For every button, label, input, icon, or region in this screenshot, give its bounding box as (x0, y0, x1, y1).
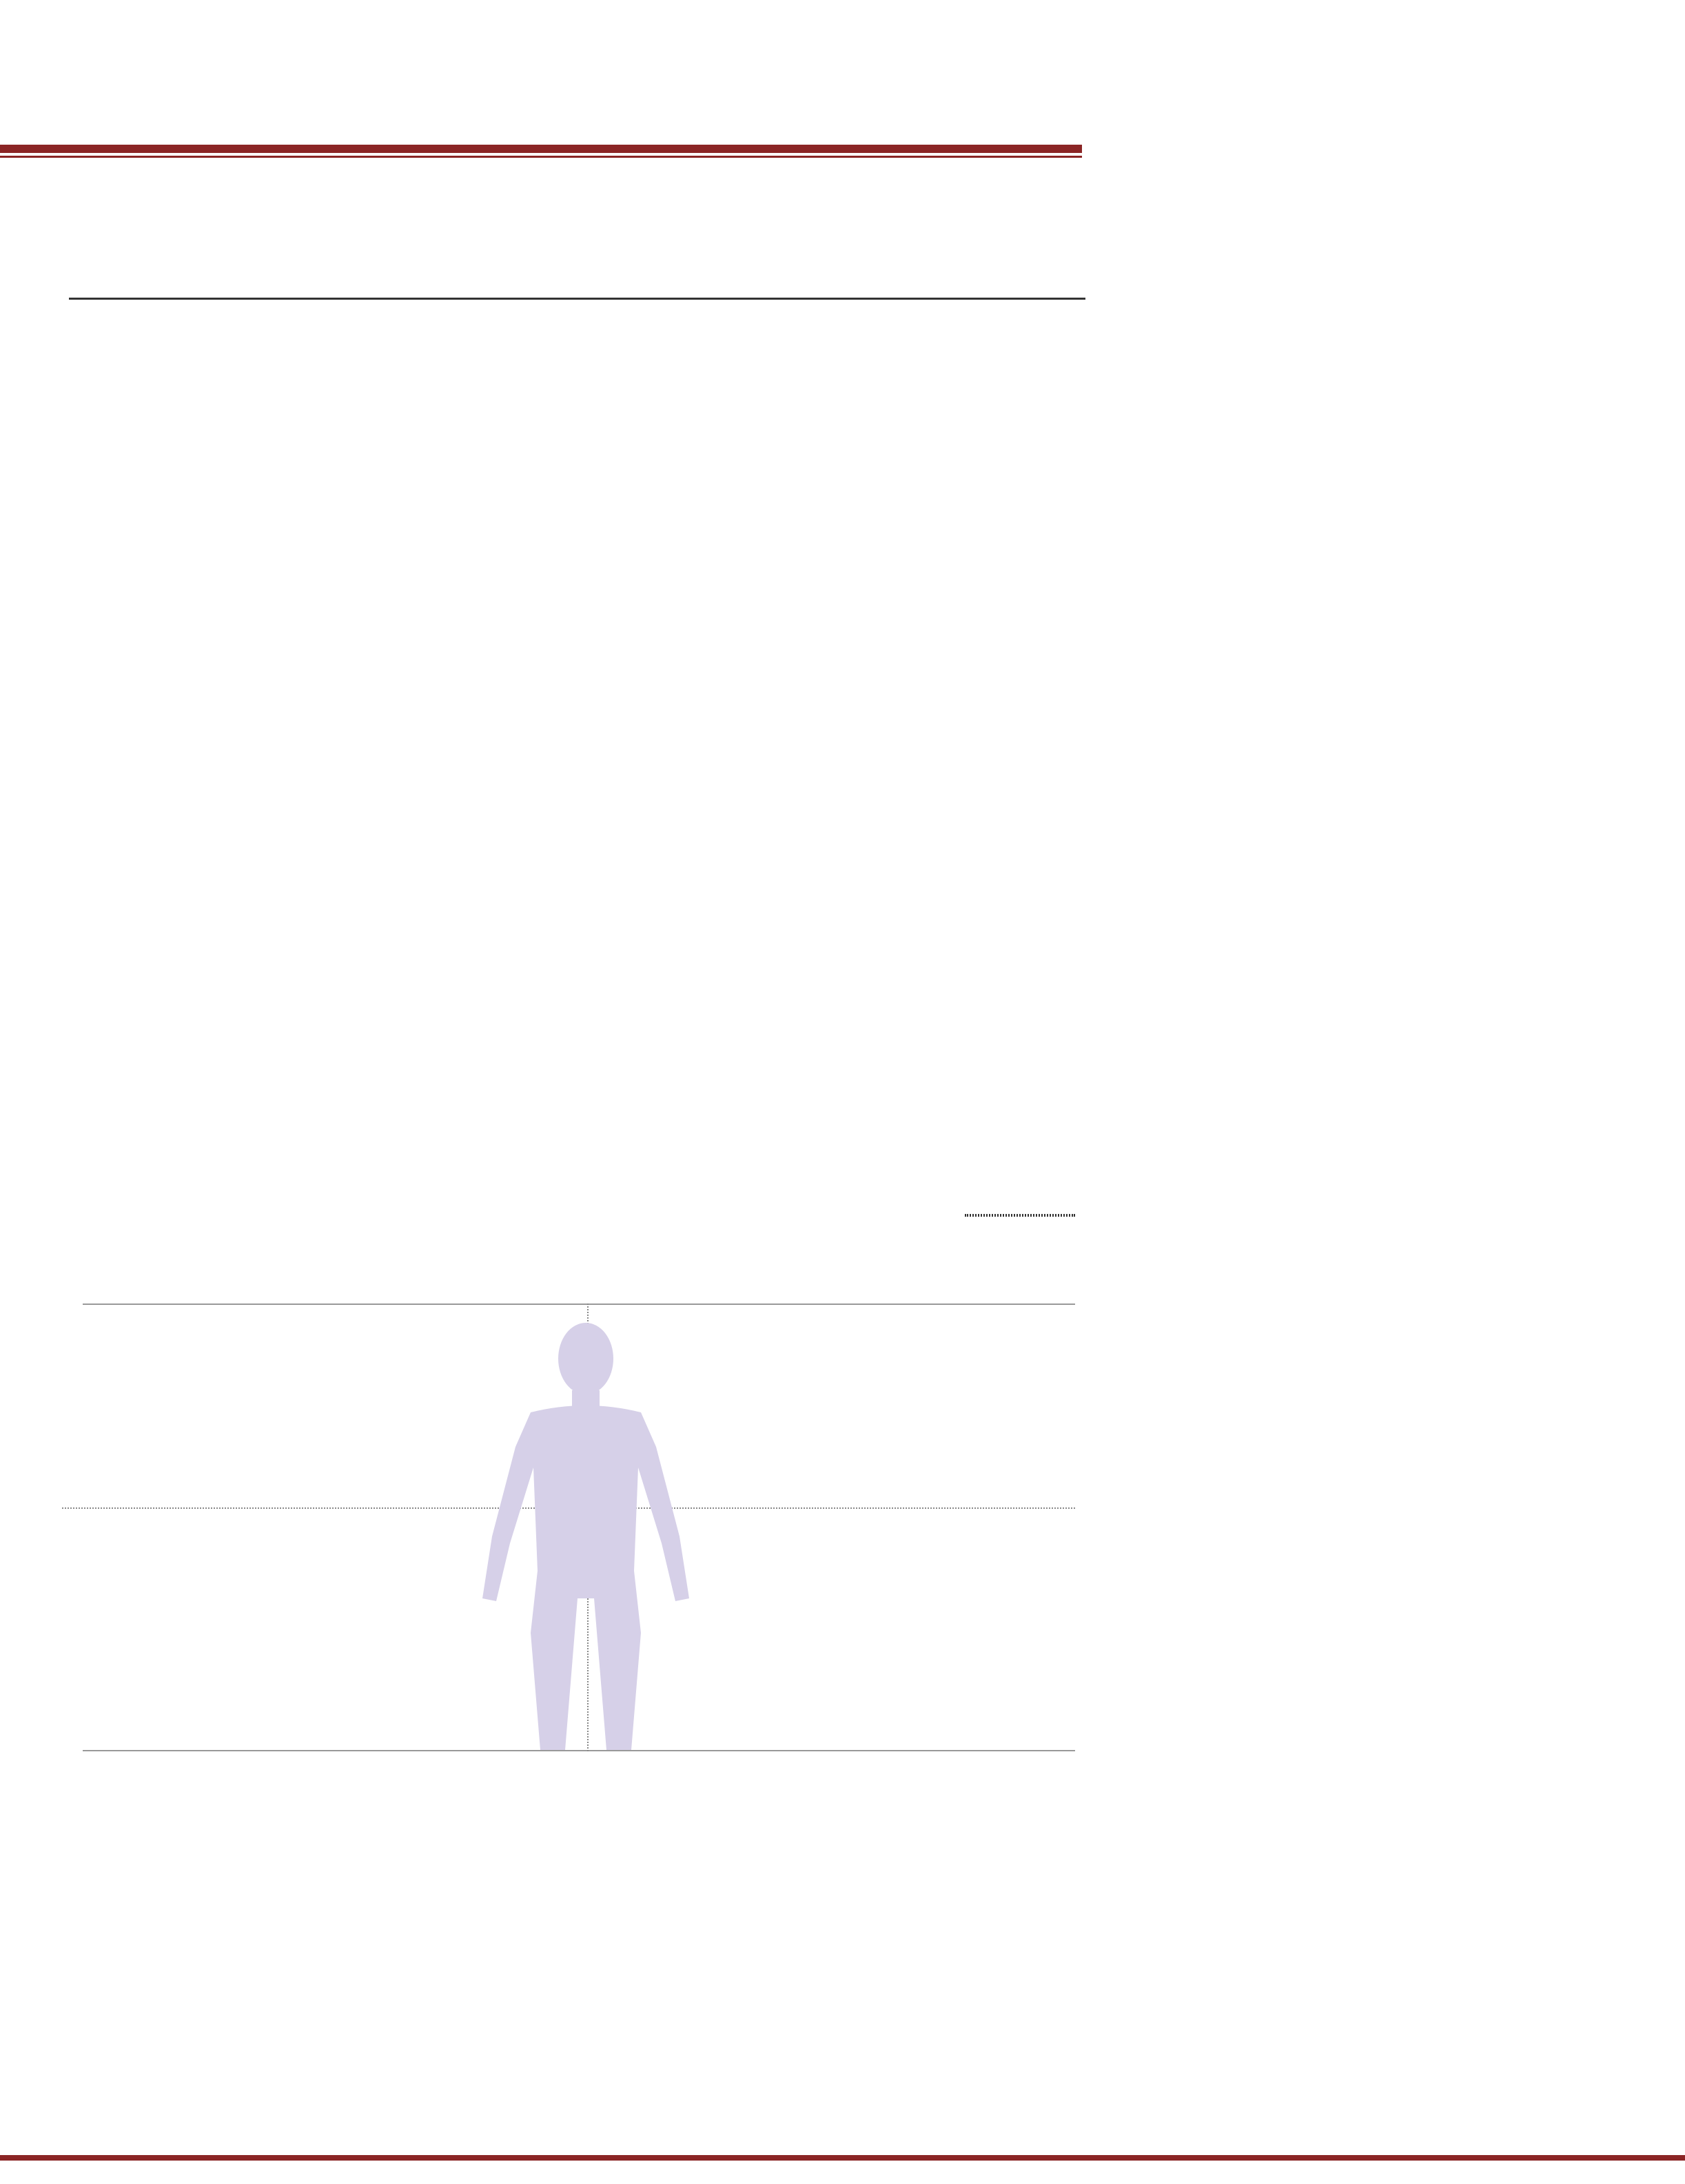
sla-legend (965, 1214, 1075, 1217)
footer-rule (0, 2155, 1685, 2161)
bca-top-rule (69, 298, 1085, 300)
header-rule-thin (0, 156, 1082, 158)
body-silhouette-icon (476, 1309, 696, 1750)
header-rule (0, 145, 1082, 153)
